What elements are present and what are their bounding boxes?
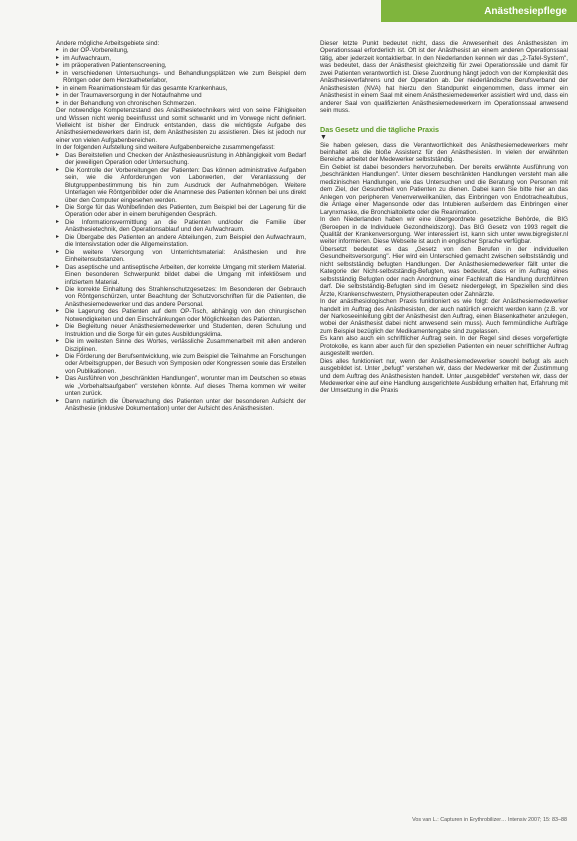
body-paragraph: Der notwendige Kompetenzstand des Anästhesietechnikers wird von seine Fähigkeiten und Wissen nicht wenig beeinflusst und somit schwankt und im Vorwege nicht definiert. Vielleicht ist bisher der Eindruck entstanden, dass die wichtigste Aufgabe des Anästhesiemedewerkers darin ist, dem Anästhesisten zu assistieren. Dies ist jedoch nur einer von vielen Aufgabenbereichen.	[56, 107, 306, 144]
list-item: ▸ Die Lagerung des Patienten auf dem OP-Tisch, abhängig von den chirurgischen Notwendigkeiten und den Einschränkungen oder Möglichkeiten des Patienten.	[56, 308, 306, 323]
list-item: ▸ Die Informationsvermittlung an die Patienten und/oder die Familie über Anästhesietechnik, den Operationsablauf und den Aufwachraum.	[56, 219, 306, 234]
list-item: ▸ Das Bereitstellen und Checken der Anästhesieausrüstung in Abhängigkeit vom Bedarf der jeweiligen Operation oder Untersuchung.	[56, 152, 306, 167]
body-paragraph: Dies alles funktioniert nur, wenn der Anästhesiemedewerker sowohl befugt als auch ausgebildet ist. Unter „befugt" verstehen wir, dass der Medewerker mit der Zustimmung und dem Auftrag des Anästhesisten handelt. Unter „ausgebildet" verstehen wir, dass der Medewerker eine auf eine Handlung ausgerichtete Ausbildung erhalten hat, Erfahrung mit der Umsetzung in die Praxis	[320, 357, 568, 395]
tasks-list	[56, 152, 306, 413]
section-heading: Das Gesetz und die tägliche Praxis	[320, 124, 440, 134]
intro-text: Andere mögliche Arbeitsgebiete sind:	[56, 40, 160, 47]
list-item: ▸ Das Ausführen von „beschränkten Handlungen", worunter man im Deutschen so etwas wie „Vorbehaltsaufgaben" verstehen könnte. Auf dieses Thema kommen wir weiter unten zurück.	[56, 375, 306, 397]
list-item: ▸ Die Kontrolle der Vorbereitungen der Patienten: Das können administrative Aufgaben sein, wie die Anforderungen von Laborwerten, der Veranlassung der Blutgruppenbestimmung bis hin zum Ausdruck der Aufnahmebögen. Weitere Unterlagen wie Röntgenbilder oder die Anamnese des Patienten können bei uns direkt über den Computer eingesehen werden.	[56, 167, 306, 204]
list-item: ▸ Die Begleitung neuer Anästhesiemedewerker und Studenten, deren Schulung und Instruktion und die Sorge für ein gutes Ausbildungsklima.	[56, 323, 306, 338]
list-item: ▸ in der Behandlung von chronischen Schmerzen.	[56, 100, 306, 107]
left-column	[56, 40, 306, 413]
page-footer-citation: Vos van L.: Capturen in Erythrobilizer… Intensiv 2007; 15: 83–88	[412, 817, 567, 823]
list-item: ▸ im präoperativen Patientenscreening,	[56, 62, 306, 69]
body-paragraph: In den Niederlanden haben wir eine übergeordnete gesetzliche Behörde, die BIG (Beroepen in de Individuele Gezondheidszorg). Das BIG Gesetz von 1993 regelt die Qualität der Krankenversorgung. Wer interessiert ist, kann sich unter www.bigregister.nl weiter informieren. Diese Webseite ist auch in englischer Sprache verfügbar.	[320, 216, 568, 246]
list-item: ▸ in der Traumaversorgung in der Notaufnahme und	[56, 92, 306, 99]
body-paragraph: Es kann also auch ein schriftlicher Auftrag sein. In der Regel sind dieses vorgefertigte Protokolle, es kann aber auch für den speziellen Patienten ein neuer schriftlicher Auftrag ausgestellt werden.	[320, 335, 568, 358]
right-column	[320, 40, 568, 395]
list-item: ▸ Das aseptische und antiseptische Arbeiten, der korrekte Umgang mit sterilem Material. Einen besonderen Schwerpunkt bildet dabei die Umgang mit infektiösem und infiziertem Material.	[56, 264, 306, 286]
body-paragraph: In der folgenden Aufstellung sind weitere Aufgabenbereiche zusammengefasst:	[56, 144, 275, 152]
list-item: ▸ Die Übergabe des Patienten an andere Abteilungen, zum Beispiel den Aufwachraum, die Intensivstation oder die Allgemeinstation.	[56, 234, 306, 249]
body-paragraph: Übersetzt bedeutet es das „Gesetz von den Berufen in der individuellen Gesundheitsversorgung". Hier wird ein Unterschied gemacht zwischen selbstständig und nicht selbstständig befugten Handlungen. Der Anästhesiemedewerker fällt unter die Kategorie der Nicht-selbstständig-Befugten, was bedeutet, dass er im Auftrag eines selbstständig Befugten oder nach Anordnung einer Fachkraft die Handlung durchführen darf. Die selbstständig-Befugten sind im Gesetz niedergelegt, im Speziellen sind dies Ärzte, Krankenschwestern, Physiotherapeuten oder Zahnärzte.	[320, 245, 568, 298]
list-item: ▸ in einem Reanimationsteam für das gesamte Krankenhaus,	[56, 85, 306, 92]
list-item: ▸ Die Sorge für das Wohlbefinden des Patienten, zum Beispiel bei der Lagerung für die Operation oder aber in einem beruhigenden Gespräch.	[56, 204, 306, 219]
list-item: ▸ in verschiedenen Untersuchungs- und Behandlungsplätzen wie zum Beispiel dem Röntgen oder dem Herzkatheterlabor,	[56, 70, 306, 85]
list-item: ▸ in der OP-Vorbereitung,	[56, 47, 306, 54]
list-item: ▸ im Aufwachraum,	[56, 55, 306, 62]
body-paragraph: In der anästhesiologischen Praxis funktioniert es wie folgt: der Anästhesiemedewerker handelt im Auftrag des Anästhesisten, der auch natürlich erreicht werden kann (z.B. vor der Narkoseeinleitung gibt der Anästhesist den Auftrag, einen Blasenkatheter anzulegen, wobei der Anästhesist dabei nicht anwesend sein muss). Auch fernmündliche Aufträge zum Beispiel bezüglich der Medikamentengabe sind zugelassen.	[320, 298, 568, 335]
body-paragraph: Dieser letzte Punkt bedeutet nicht, dass die Anwesenheit des Anästhesisten im Operationssaal erforderlich ist. Oft ist der Anästhesist an einem anderen Operationssaal tätig, aber jederzeit kontaktierbar. In den Niederlanden kennen wir das „2-Tafel-System", was bedeutet, dass der Anästhesist gleichzeitig für zwei Operationssäle und damit für zwei Patienten verantwortlich ist. Diese Zuordnung hängt jedoch von der Komplexität des Anästhesieverfahrens und der Operation ab. Der niederländische Berufsverband der Anästhesisten (NVA) hat hierzu den Standpunkt eingenommen, dass immer ein Anästhesist in einem Saal mit einem Anästhesiemedewerker assistiert wird und, dass ein anderer Saal von qualifizierten Anästhesiemedewerkern im Operationssaal anwesend sein muss.	[320, 40, 568, 115]
triangle-marker-icon: ▼	[320, 133, 327, 141]
body-paragraph: Ein Gebiet ist dabei besonders hervorzuheben. Der bereits erwähnte Ausführung von „beschränkten Handlungen". Unter diesem beschränkten Handlungen versteht man alle medizinischen Handlungen, wie das Untersuchen und die Beratung von Personen mit dem Ziel, der Gesundheit von Patienten zu dienen. Dabei kann Sie bitte hier an das Anlegen von peripheren Venenverweilkanülen, das Einbringen von Endotrachealtubus, die Anlage einer Magensonde oder das Intubieren außerdem das Einbringen einer Larynxmaske, die Bronchialtoilette oder die Reanimation.	[320, 163, 568, 216]
list-item: ▸ Die korrekte Einhaltung des Strahlenschutzgesetzes: Im Besonderen der Gebrauch von Röntgenschürzen, unter Beachtung der Schutzvorschriften für die Patienten, die Anästhesiemedewerker und das andere Personal.	[56, 286, 306, 308]
list-item: ▸ Dann natürlich die Überwachung des Patienten unter der besonderen Aufsicht der Anästhesie (inklusive Dokumentation) unter der Aufsicht des Anästhesisten.	[56, 398, 306, 413]
section-header-bar	[381, 0, 577, 22]
body-paragraph: Sie haben gelesen, dass die Verantwortlichkeit des Anästhesiemedewerkers mehr beinhaltet als die bloße Assistenz für den Anästhesisten. In vielen der erwähnten Bereiche arbeitet der Medewerker selbstständig.	[320, 141, 568, 164]
list-item: ▸ Die im weitesten Sinne des Wortes, verlässliche Zusammenarbeit mit allen anderen Disziplinen.	[56, 338, 306, 353]
list-item: ▸ Die weitere Versorgung von Unterrichtsmaterial: Anästhesien und ihre Einheitensubstanzen.	[56, 249, 306, 264]
work-areas-list	[56, 47, 306, 107]
list-item: ▸ Die Förderung der Berufsentwicklung, wie zum Beispiel die Teilnahme an Forschungen oder Arbeitsgruppen, der Besuch von Symposien oder Kongressen sowie das Erstellen von Publikationen.	[56, 353, 306, 375]
section-title: Anästhesiepflege	[484, 5, 567, 17]
